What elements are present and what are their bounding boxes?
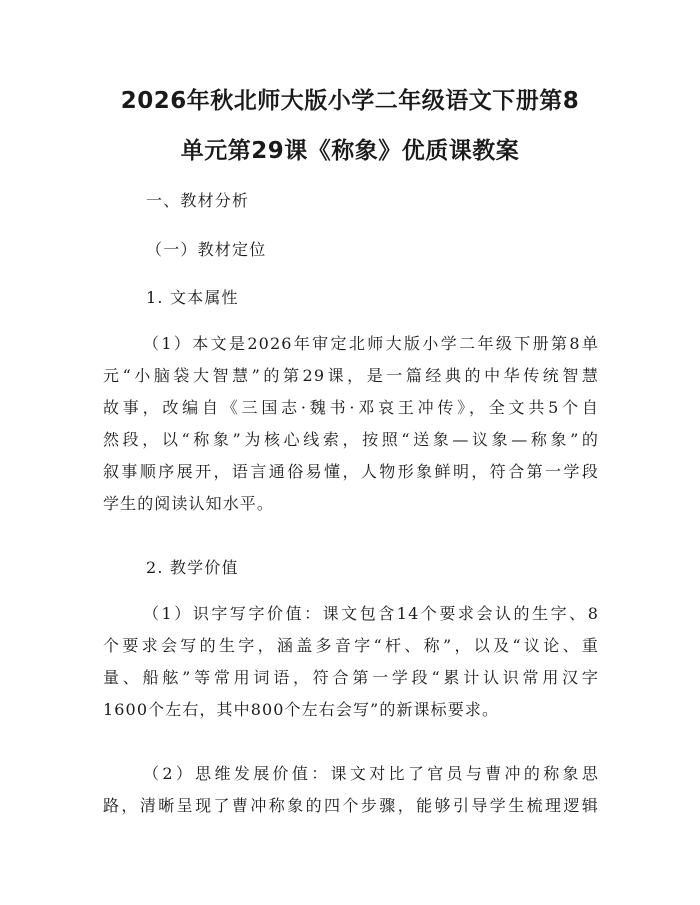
- paragraph-literacy-value: [103, 598, 599, 726]
- document-title-line-2: 单元第29课《称象》优质课教案: [180, 138, 520, 164]
- paragraph-line: 个要求会写的生字，涵盖多音字“杆、称”，以及“议论、重: [103, 636, 599, 655]
- paragraph-line: 路，清晰呈现了曹冲称象的四个步骤，能够引导学生梳理逻辑: [103, 796, 599, 815]
- paragraph-line: 量、船舷”等常用词语，符合第一学段“累计认识常用汉字: [103, 668, 599, 687]
- paragraph-line: 叙事顺序展开，语言通俗易懂，人物形象鲜明，符合第一学段: [103, 462, 599, 481]
- paragraph-thinking-value: [103, 758, 599, 822]
- paragraph-line: 故事，改编自《三国志·魏书·邓哀王冲传》，全文共5个自: [103, 398, 599, 417]
- paragraph-line: （1）本文是2026年审定北师大版小学二年级下册第8单: [143, 334, 599, 353]
- paragraph-line: （1）识字写字价值：课文包含14个要求会认的生字、8: [143, 604, 599, 623]
- item-heading-teaching-value: 2. 教学价值: [146, 558, 239, 577]
- paragraph-line: 1600个左右，其中800个左右会写”的新课标要求。: [103, 700, 500, 719]
- document-title-line-1: 2026年秋北师大版小学二年级语文下册第8: [120, 88, 580, 114]
- paragraph-line: （2）思维发展价值：课文对比了官员与曹冲的称象思: [143, 764, 599, 783]
- paragraph-line: 学生的阅读认知水平。: [103, 494, 275, 513]
- item-heading-text-attributes: 1. 文本属性: [146, 288, 239, 307]
- paragraph-line: 然段，以“称象”为核心线索，按照“送象—议象—称象”的: [103, 430, 599, 449]
- paragraph-text-attributes: [103, 328, 599, 520]
- paragraph-line: 元“小脑袋大智慧”的第29课，是一篇经典的中华传统智慧: [103, 366, 599, 385]
- subsection-heading-textbook-position: （一）教材定位: [146, 240, 267, 259]
- section-heading-textbook-analysis: 一、教材分析: [146, 191, 250, 210]
